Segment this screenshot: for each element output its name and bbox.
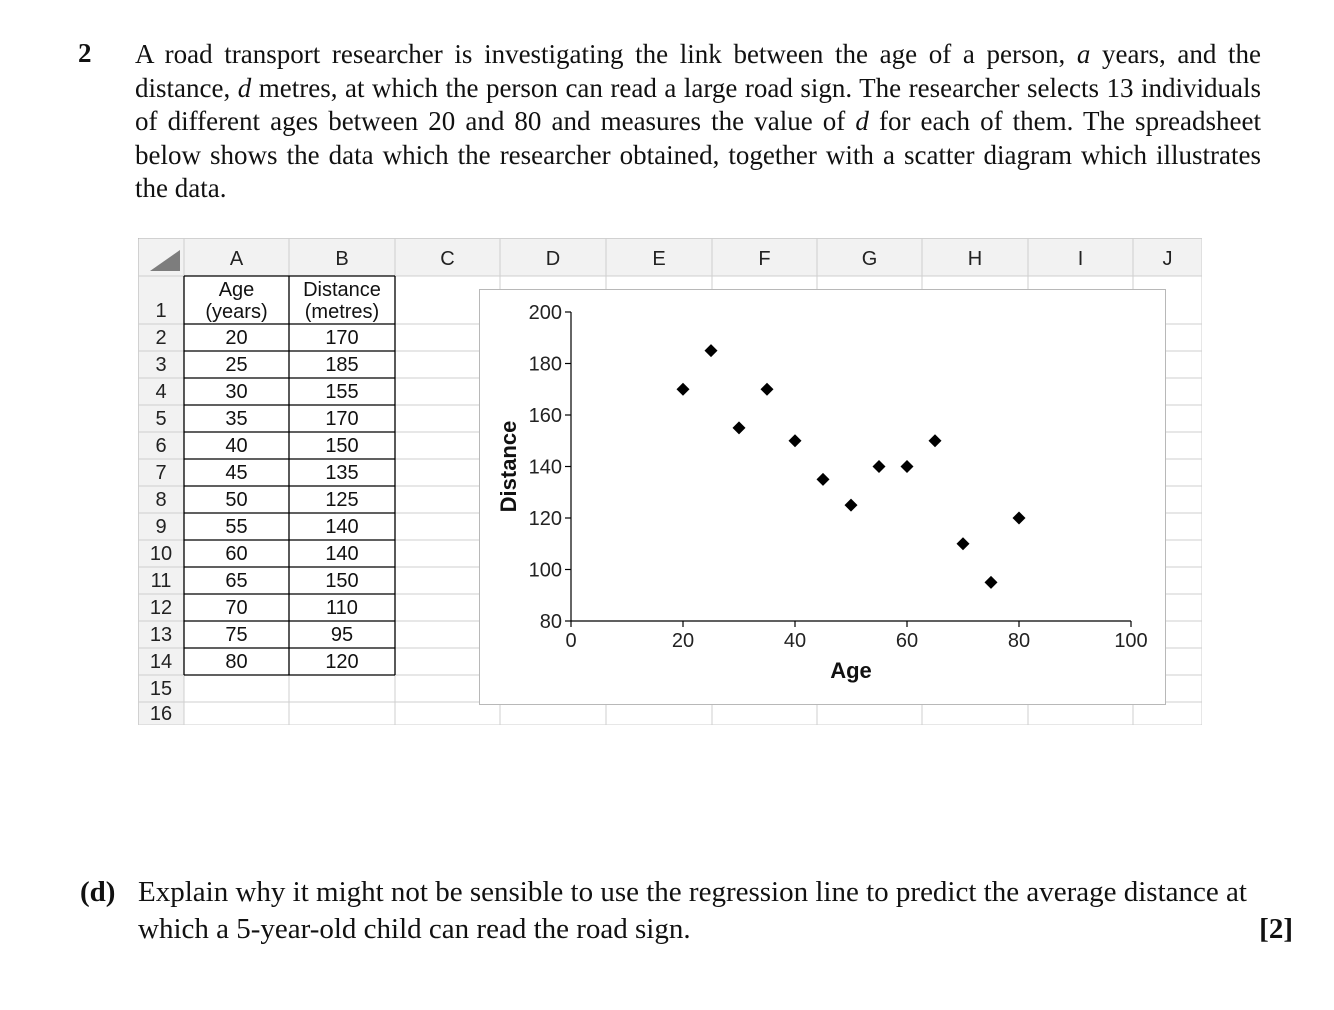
x-tick-label-100: 100	[1114, 630, 1148, 652]
question-number: 2	[78, 38, 92, 68]
row-header-11[interactable]: 11	[150, 569, 172, 592]
row-header-7[interactable]: 7	[155, 461, 167, 484]
data-point-2	[705, 344, 718, 357]
row-header-13[interactable]: 13	[149, 623, 173, 646]
header-age: Age (years)	[205, 279, 268, 323]
y-tick-label-80: 80	[539, 611, 562, 633]
distance-cell-4[interactable]: 155	[325, 380, 359, 403]
distance-cell-6[interactable]: 150	[325, 434, 359, 457]
age-cell-13[interactable]: 75	[225, 623, 248, 646]
row-header-15[interactable]: 15	[149, 677, 173, 700]
row-header-12[interactable]: 12	[149, 596, 173, 619]
row-header-6[interactable]: 6	[155, 434, 167, 457]
data-point-7	[845, 499, 858, 512]
age-cell-4[interactable]: 30	[225, 380, 248, 403]
column-header-b[interactable]: B	[335, 248, 349, 270]
data-point-8	[873, 460, 886, 473]
distance-cell-3[interactable]: 185	[325, 353, 359, 376]
x-tick-label-60: 60	[895, 630, 919, 652]
row-header-16[interactable]: 16	[149, 702, 173, 725]
age-cell-2[interactable]: 20	[225, 326, 248, 349]
row-header-2[interactable]: 2	[155, 326, 167, 349]
column-header-a[interactable]: A	[229, 248, 244, 270]
part-d-label: (d)	[80, 876, 116, 908]
age-cell-8[interactable]: 50	[225, 488, 248, 511]
age-cell-12[interactable]: 70	[225, 596, 248, 619]
data-point-9	[901, 460, 914, 473]
row-header-5[interactable]: 5	[155, 407, 167, 430]
column-header-g[interactable]: G	[861, 248, 878, 270]
y-tick-label-100: 100	[528, 559, 562, 582]
y-tick-label-160: 160	[528, 405, 562, 427]
row-header-8[interactable]: 8	[155, 488, 167, 511]
age-cell-11[interactable]: 65	[225, 569, 248, 592]
column-header-j[interactable]: J	[1162, 248, 1173, 270]
column-header-e[interactable]: E	[652, 248, 666, 270]
data-point-3	[733, 421, 746, 434]
row-header-9[interactable]: 9	[155, 515, 167, 538]
column-header-i[interactable]: I	[1077, 248, 1084, 270]
data-point-4	[761, 383, 774, 396]
data-point-12	[985, 576, 998, 589]
distance-cell-10[interactable]: 140	[325, 542, 359, 565]
distance-cell-14[interactable]: 120	[325, 650, 359, 673]
y-tick-label-120: 120	[528, 508, 562, 530]
distance-cell-12[interactable]: 110	[326, 596, 358, 619]
header-distance: Distance (metres)	[303, 279, 381, 323]
spreadsheet	[138, 238, 1202, 725]
distance-cell-7[interactable]: 135	[325, 461, 359, 484]
column-header-h[interactable]: H	[967, 248, 983, 270]
row-header-10[interactable]: 10	[149, 542, 173, 565]
age-cell-5[interactable]: 35	[225, 407, 248, 430]
scatter-chart	[479, 289, 1166, 705]
row-header-4[interactable]: 4	[155, 380, 167, 403]
column-header-f[interactable]: F	[758, 248, 771, 270]
age-cell-10[interactable]: 60	[225, 542, 248, 565]
column-header-d[interactable]: D	[545, 248, 561, 270]
age-cell-7[interactable]: 45	[225, 461, 248, 484]
distance-cell-5[interactable]: 170	[325, 407, 359, 430]
age-cell-6[interactable]: 40	[225, 434, 248, 457]
part-d-marks: [2]	[1259, 913, 1293, 945]
distance-cell-9[interactable]: 140	[325, 515, 359, 538]
data-point-11	[957, 537, 970, 550]
age-cell-14[interactable]: 80	[225, 650, 248, 673]
distance-cell-2[interactable]: 170	[325, 326, 359, 349]
scatter-plot	[480, 290, 1167, 706]
data-point-5	[789, 434, 802, 447]
distance-cell-13[interactable]: 95	[330, 623, 354, 646]
row-header-14[interactable]: 14	[149, 650, 173, 673]
x-tick-label-40: 40	[783, 630, 807, 652]
part-d-text: Explain why it might not be sensible to use the regression line to predict the average distance at which a 5-year-old child can read the road sign.	[138, 876, 1247, 945]
y-tick-label-200: 200	[528, 302, 562, 324]
data-point-13	[1013, 512, 1026, 525]
x-tick-label-0: 0	[565, 630, 577, 652]
column-header-c[interactable]: C	[440, 248, 455, 270]
age-cell-9[interactable]: 55	[225, 515, 248, 538]
age-cell-3[interactable]: 25	[225, 353, 248, 376]
x-tick-label-20: 20	[671, 630, 695, 652]
y-tick-label-180: 180	[528, 353, 562, 376]
row-header-1[interactable]: 1	[155, 300, 167, 322]
data-point-1	[677, 383, 690, 396]
distance-cell-8[interactable]: 125	[325, 488, 359, 511]
x-axis-label: Age	[830, 658, 872, 683]
data-point-6	[817, 473, 830, 486]
y-tick-label-140: 140	[528, 456, 562, 479]
distance-cell-11[interactable]: 150	[325, 569, 359, 592]
row-header-3[interactable]: 3	[155, 353, 167, 376]
data-point-10	[929, 434, 942, 447]
y-axis-label: Distance	[496, 420, 521, 513]
x-tick-label-80: 80	[1007, 630, 1031, 652]
question-intro: A road transport researcher is investigating the link between the age of a person, a years, and the distance, d metres, at which the person can read a large road sign. The researcher selects 13 individuals of different ages between 20 and 80 and measures the value of d for each of them. The spreadsheet below shows the data which the researcher obtained, together with a scatter diagram which illustrates the data.	[135, 39, 1262, 203]
